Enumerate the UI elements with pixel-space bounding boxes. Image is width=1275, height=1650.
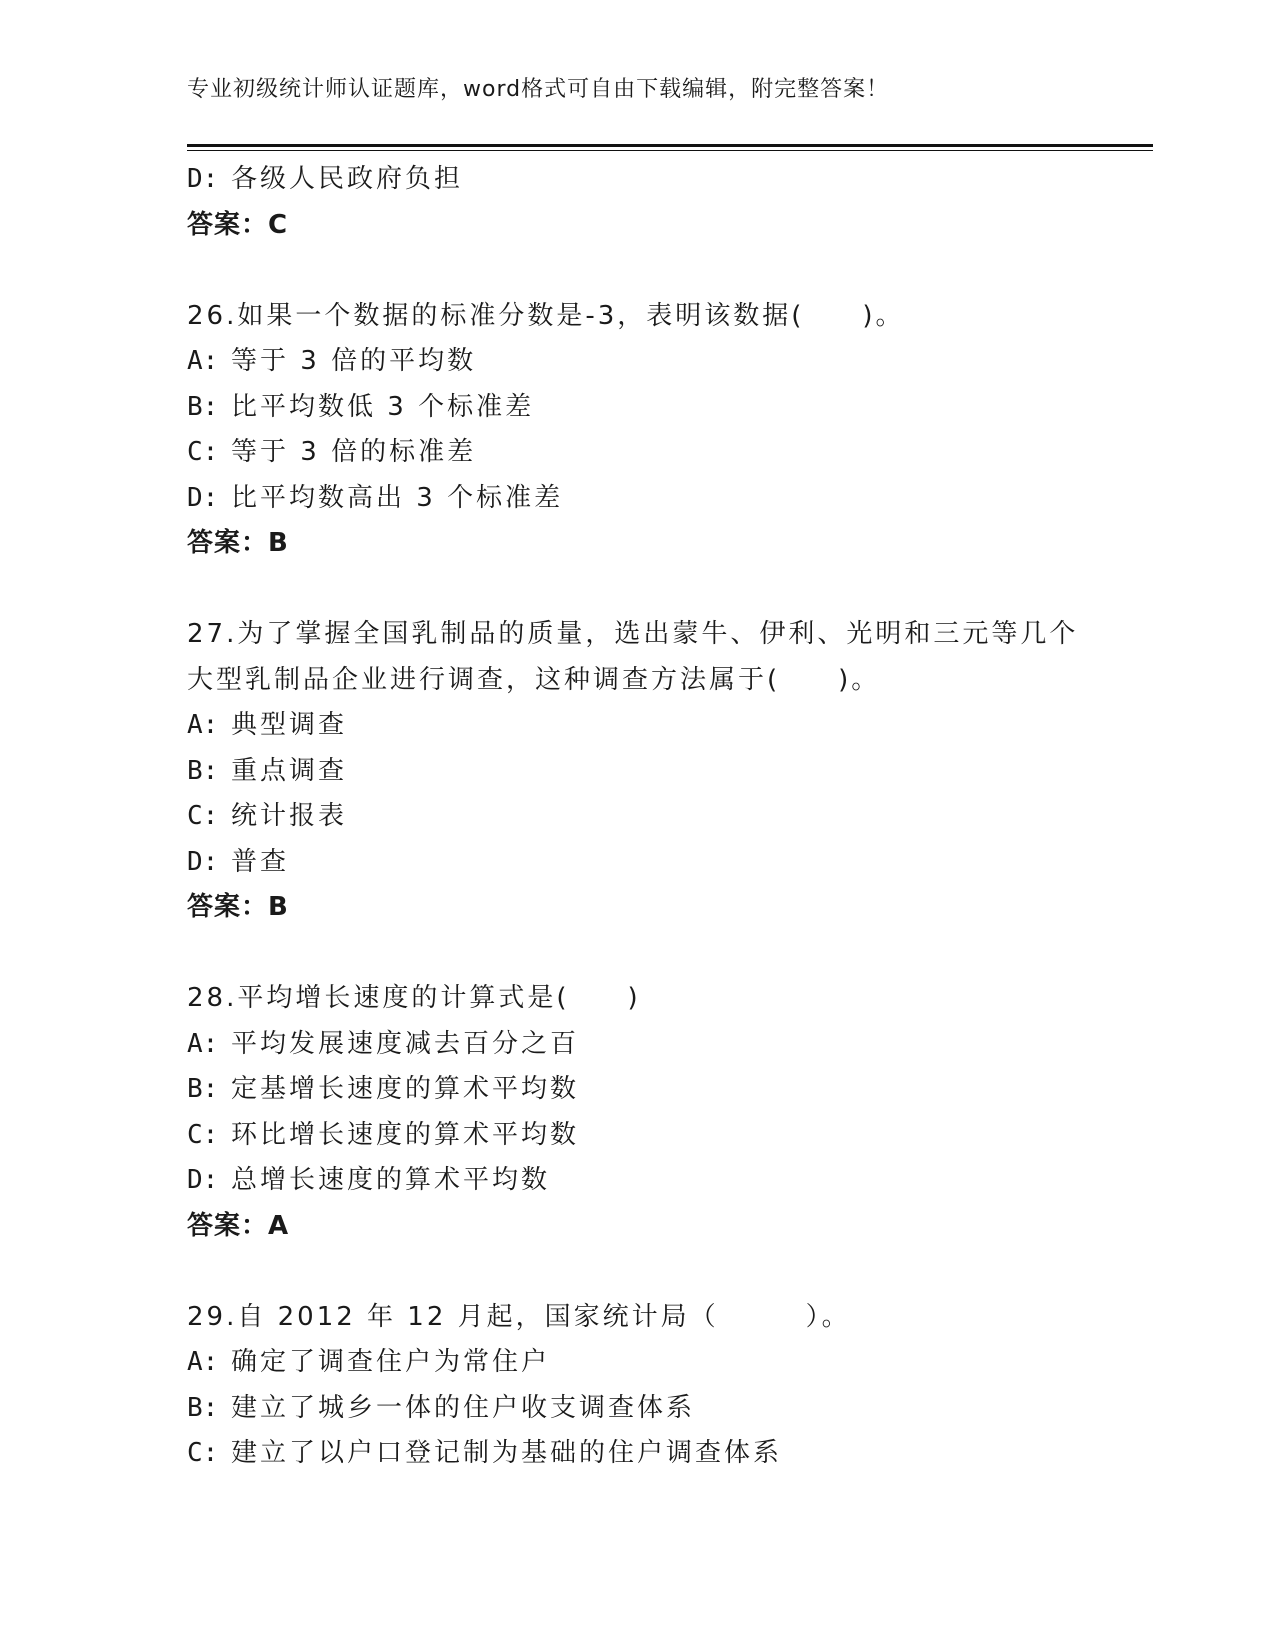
option-label: B: [187, 391, 219, 422]
question-stem: 27.为了掌握全国乳制品的质量，选出蒙牛、伊利、光明和三元等几个 [187, 619, 1079, 649]
option-b [187, 749, 1153, 795]
spacer [187, 931, 1153, 977]
option-label: D: [187, 846, 219, 877]
option-label: A: [187, 1028, 219, 1059]
option-label: D: [187, 482, 219, 513]
question-26 [187, 294, 1153, 567]
option-label: B: [187, 1392, 219, 1423]
answer: 答案：C [187, 209, 289, 240]
answer: 答案：B [187, 528, 289, 558]
question-28 [187, 976, 1153, 1249]
option-d [187, 157, 1153, 203]
option-label: A: [187, 710, 219, 740]
question-stem: 28.平均增长速度的计算式是( ) [187, 983, 641, 1013]
option-b [187, 385, 1153, 431]
option-label: C: [187, 1119, 219, 1150]
option-c [187, 1113, 1153, 1159]
header-rule-thin [187, 150, 1153, 151]
option-label: D: [187, 164, 219, 194]
option-c [187, 430, 1153, 476]
option-text: 平均发展速度减去百分之百 [231, 1028, 580, 1059]
option-text: 普查 [231, 846, 290, 877]
question-29 [187, 1295, 1153, 1477]
question-27 [187, 612, 1153, 931]
question-list [187, 157, 1153, 1477]
option-text: 等于 3 倍的标准差 [231, 437, 477, 467]
option-text: 环比增长速度的算术平均数 [231, 1119, 580, 1150]
option-a [187, 1340, 1153, 1386]
page-header: 专业初级统计师认证题库，word格式可自由下载编辑，附完整答案！ [187, 77, 890, 102]
option-text: 比平均数高出 3 个标准差 [231, 482, 564, 513]
header-rule-thick [187, 144, 1153, 147]
question-stem: 26.如果一个数据的标准分数是-3，表明该数据( )。 [187, 300, 905, 331]
option-text: 确定了调查住户为常住户 [231, 1347, 551, 1377]
answer: 答案：A [187, 1210, 290, 1241]
question-stem: 29.自 2012 年 12 月起，国家统计局（ ）。 [187, 1301, 851, 1332]
option-b [187, 1386, 1153, 1432]
option-text: 各级人民政府负担 [231, 164, 464, 194]
option-label: D: [187, 1165, 219, 1195]
option-text: 典型调查 [231, 710, 348, 740]
option-label: B: [187, 755, 219, 786]
option-text: 建立了城乡一体的住户收支调查体系 [231, 1392, 696, 1423]
option-text: 重点调查 [231, 755, 348, 786]
option-label: A: [187, 1347, 219, 1377]
option-a [187, 703, 1153, 749]
answer: 答案：B [187, 892, 289, 922]
option-text: 建立了以户口登记制为基础的住户调查体系 [231, 1438, 783, 1468]
option-a [187, 1022, 1153, 1068]
option-text: 定基增长速度的算术平均数 [231, 1074, 580, 1104]
option-text: 等于 3 倍的平均数 [231, 346, 477, 376]
option-text: 比平均数低 3 个标准差 [231, 391, 535, 422]
spacer [187, 248, 1153, 294]
option-label: B: [187, 1074, 219, 1104]
option-a [187, 339, 1153, 385]
option-label: C: [187, 1438, 219, 1468]
option-c [187, 794, 1153, 840]
option-label: A: [187, 346, 219, 376]
option-text: 统计报表 [231, 801, 348, 831]
option-d [187, 840, 1153, 886]
option-d [187, 476, 1153, 522]
question-stem-continued: 大型乳制品企业进行调查，这种调查方法属于( )。 [187, 664, 881, 695]
option-d [187, 1158, 1153, 1204]
spacer [187, 567, 1153, 613]
option-c [187, 1431, 1153, 1477]
option-text: 总增长速度的算术平均数 [231, 1165, 551, 1195]
option-label: C: [187, 801, 219, 831]
spacer [187, 1249, 1153, 1295]
option-b [187, 1067, 1153, 1113]
option-label: C: [187, 437, 219, 467]
